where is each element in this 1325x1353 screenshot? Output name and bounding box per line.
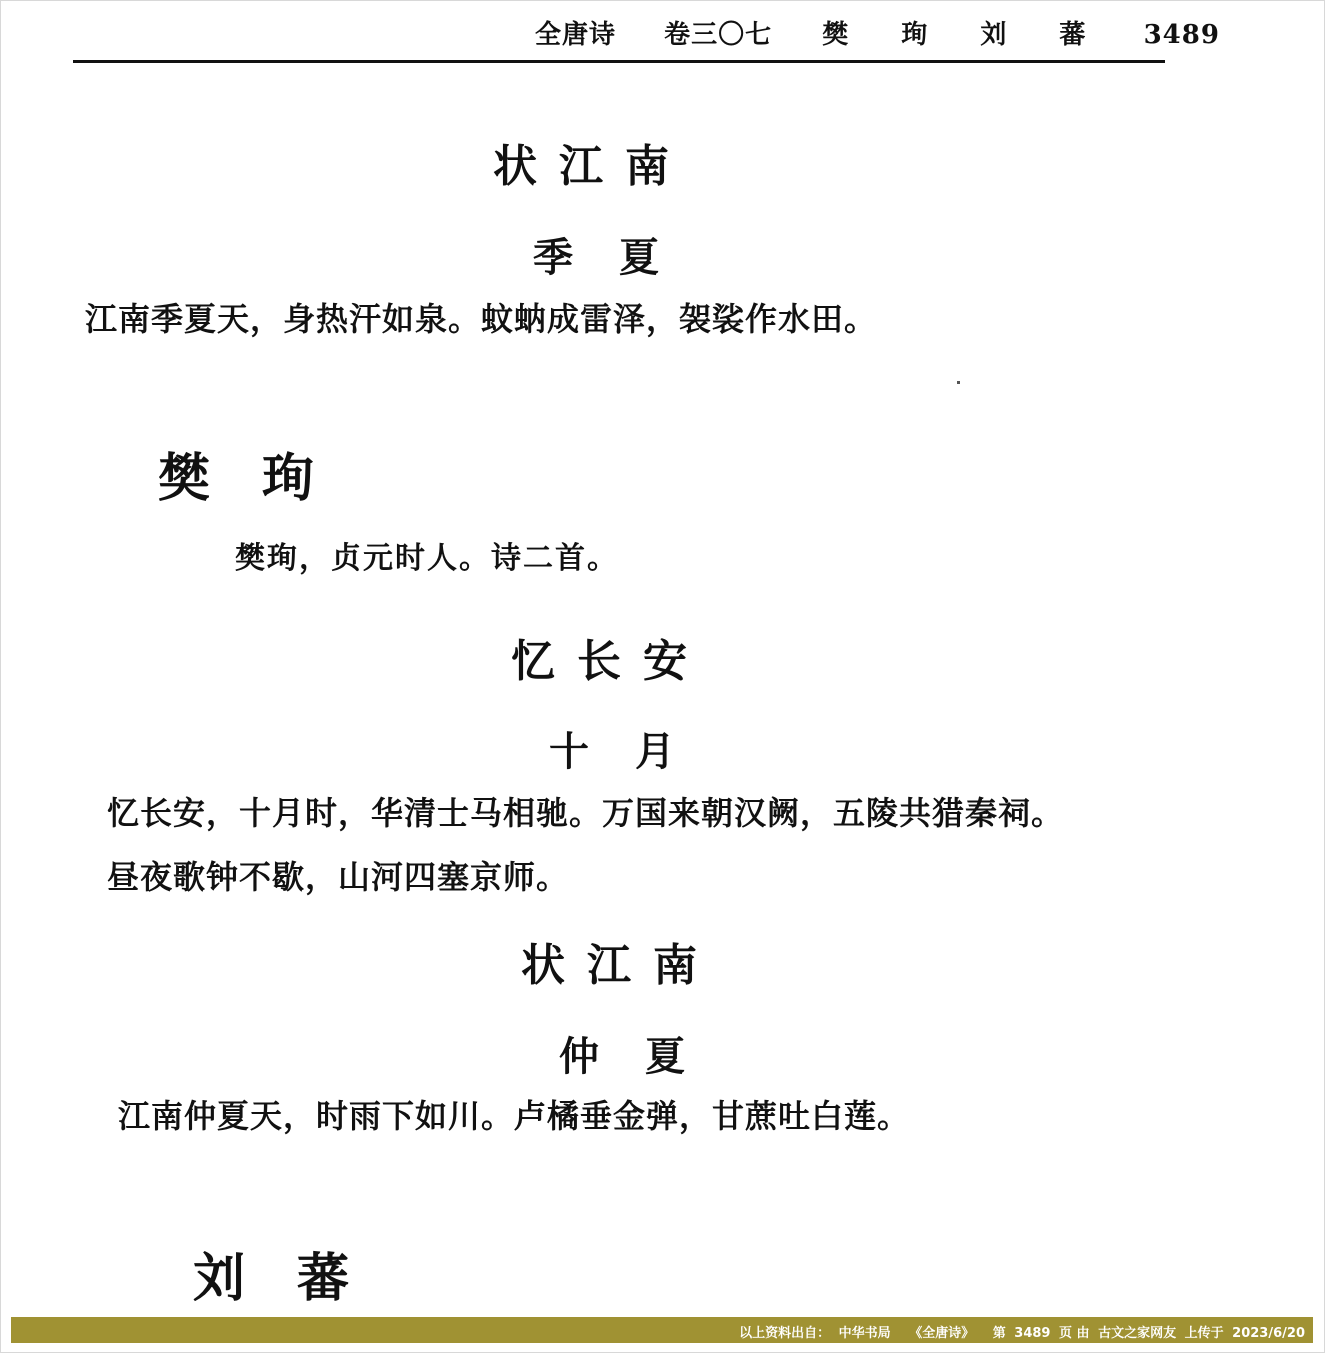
footer-date: 2023/6/20: [1232, 1326, 1305, 1341]
author-bio: 樊珣，贞元时人。诗二首。: [235, 541, 619, 576]
header-page-number: 3489: [1143, 20, 1220, 50]
running-head: [535, 14, 1220, 51]
poem-title: 状江南: [521, 940, 719, 991]
footer-page: 3489: [1014, 1326, 1051, 1341]
header-book: 全唐诗: [535, 20, 617, 50]
poem-subtitle: 十月: [549, 728, 721, 775]
footer-publisher: 中华书局: [838, 1326, 891, 1341]
poem-line: 忆长安，十月时，华清士马相驰。万国来朝汉阙，五陵共猎秦祠。: [107, 794, 1065, 832]
footer-page-label-post: 页 由: [1059, 1326, 1090, 1341]
footer-prefix: 以上资料出自：: [739, 1326, 831, 1341]
header-rule: [73, 60, 1165, 63]
print-speck: [957, 381, 960, 384]
source-footer: [11, 1317, 1313, 1343]
author-name: 樊珣: [158, 448, 367, 509]
poem-line: 江南季夏天，身热汗如泉。蚊蚋成雷泽，袈裟作水田。: [85, 300, 878, 338]
poem-title: 状江南: [493, 141, 691, 192]
footer-upload-label: 上传于: [1184, 1326, 1224, 1341]
footer-book: 《全唐诗》: [909, 1326, 975, 1341]
poem-line: 昼夜歌钟不歇，山河四塞京师。: [107, 858, 570, 896]
author-name: 刘蕃: [193, 1248, 402, 1309]
poem-line: 江南仲夏天，时雨下如川。卢橘垂金弹，甘蔗吐白莲。: [118, 1097, 911, 1135]
header-authors: 樊 珣 刘 蕃: [822, 20, 1108, 50]
poem-subtitle: 仲夏: [559, 1033, 731, 1080]
footer-page-label: 第: [992, 1326, 1006, 1341]
poem-title: 忆长安: [511, 636, 709, 687]
header-volume: 卷三〇七: [664, 20, 773, 50]
footer-uploader: 古文之家网友: [1098, 1326, 1177, 1341]
poem-subtitle: 季夏: [533, 234, 705, 281]
